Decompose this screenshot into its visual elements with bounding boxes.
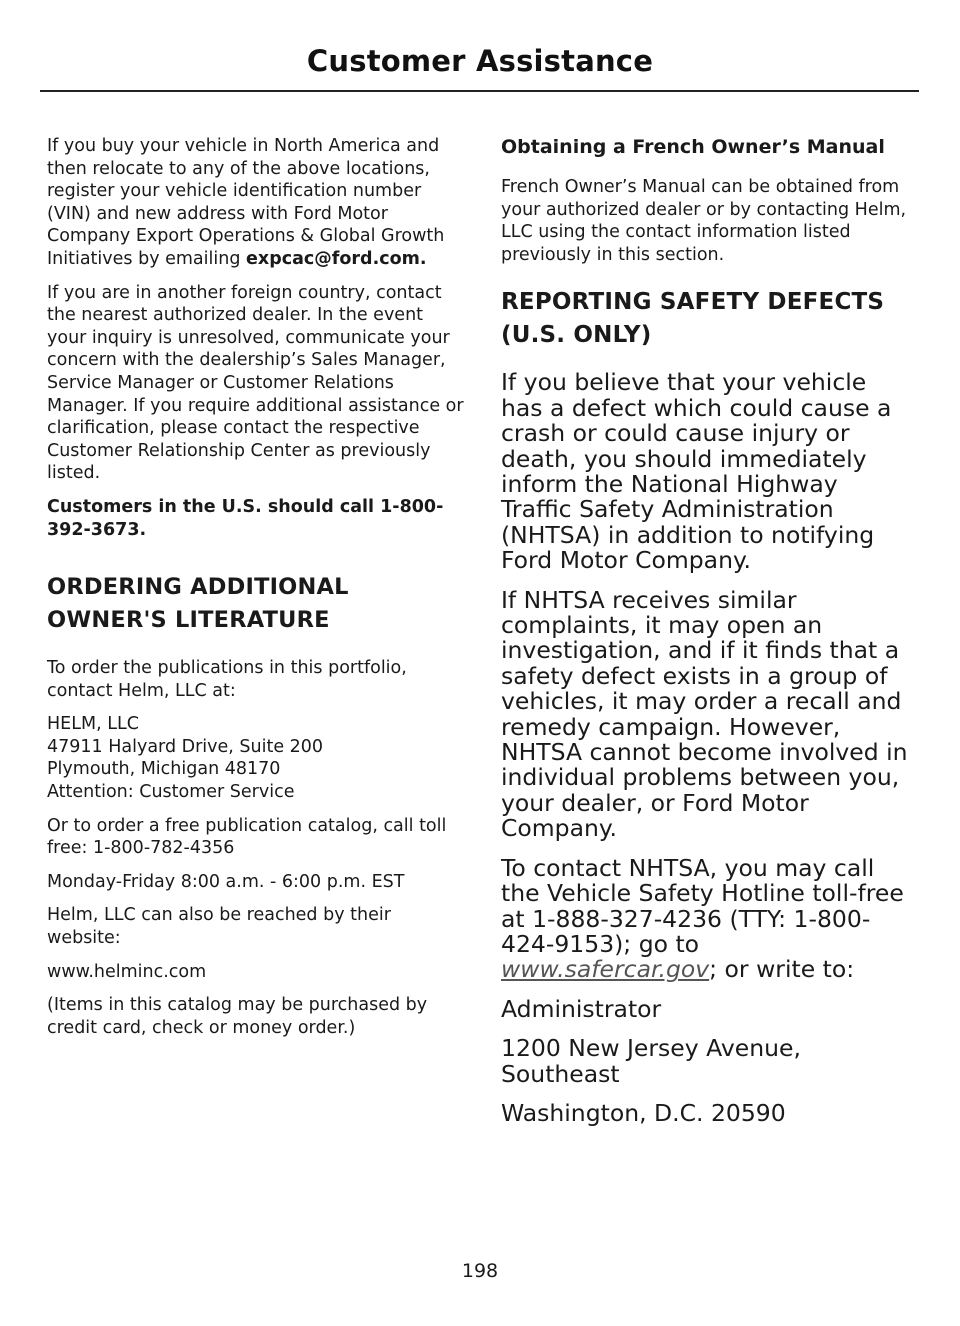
nhtsa-contact-suffix: ; or write to:: [709, 955, 855, 984]
ordering-heading-line1: ORDERING ADDITIONAL: [47, 574, 349, 601]
safercar-link[interactable]: www.safercar.gov: [501, 955, 710, 984]
header-divider: [40, 90, 919, 92]
page-number: 198: [461, 1260, 499, 1282]
nhtsa-city: Washington, D.C. 20590: [501, 1098, 786, 1127]
address-name: HELM, LLC: [47, 714, 139, 735]
right-column: [501, 135, 915, 1140]
left-column: [47, 135, 465, 1050]
relocation-text: If you buy your vehicle in North America and then relocate to any of the above locations, register your vehicle identification number (VIN) and new address with Ford Motor Company Export Operations & Global Growth Initiatives by emailing: [47, 136, 445, 269]
export-email: expcac@ford.com.: [246, 248, 427, 269]
relocation-paragraph: [47, 135, 465, 271]
ordering-heading-line2: OWNER'S LITERATURE: [47, 607, 330, 634]
french-manual-body: French Owner’s Manual can be obtained from your authorized dealer or by contacting Helm, LLC using the contact information listed previously in this section.: [501, 177, 907, 265]
business-hours: Monday-Friday 8:00 a.m. - 6:00 p.m. EST: [47, 871, 405, 892]
foreign-country-paragraph: If you are in another foreign country, contact the nearest authorized dealer. In the event your inquiry is unresolved, communicate your concern with the dealership’s Sales Manager, Service Manager or Customer Relations Manager. If you require additional assistance or clarification, please contact the respective Customer Relationship Center as previously listed.: [47, 282, 464, 484]
french-manual-heading: Obtaining a French Owner’s Manual: [501, 136, 885, 158]
safety-heading-line1: REPORTING SAFETY DEFECTS: [501, 289, 885, 316]
nhtsa-contact-paragraph: [501, 853, 915, 984]
us-call-notice: Customers in the U.S. should call 1-800-392-3673.: [47, 496, 444, 540]
address-city: Plymouth, Michigan 48170: [47, 759, 281, 780]
nhtsa-admin: Administrator: [501, 994, 662, 1023]
helm-address: [47, 713, 465, 803]
payment-note: (Items in this catalog may be purchased by credit card, check or money order.): [47, 995, 428, 1038]
order-intro: To order the publications in this portfolio, contact Helm, LLC at:: [47, 658, 407, 701]
safety-heading-line2: (U.S. ONLY): [501, 322, 652, 349]
website-intro: Helm, LLC can also be reached by their website:: [47, 905, 391, 949]
nhtsa-contact-text: To contact NHTSA, you may call the Vehicle Safety Hotline toll-free at 1-888-327-4236 (TTY: 1-800-424-9153); go to: [501, 853, 904, 958]
helm-website: www.helminc.com: [47, 961, 207, 982]
safety-defects-heading: [501, 286, 915, 352]
ordering-literature-heading: [47, 571, 465, 637]
safety-paragraph-1: If you believe that your vehicle has a defect which could cause a crash or could cause injury or death, you should immediately inform the National Highway Traffic Safety Administration (NHTSA) in addition to notifying Ford Motor Company.: [501, 368, 892, 575]
catalog-call: Or to order a free publication catalog, call toll free: 1-800-782-4356: [47, 815, 447, 859]
safety-paragraph-2: If NHTSA receives similar complaints, it may open an investigation, and if it finds that a safety defect exists in a group of vehicles, it may order a recall and remedy campaign. However, NHTSA cannot become involved in individual problems between you, your dealer, or Ford Motor Company.: [501, 585, 908, 843]
page-title: Customer Assistance: [306, 44, 654, 78]
nhtsa-street: 1200 New Jersey Avenue, Southeast: [501, 1034, 801, 1088]
address-attention: Attention: Customer Service: [47, 782, 295, 803]
address-street: 47911 Halyard Drive, Suite 200: [47, 736, 324, 757]
